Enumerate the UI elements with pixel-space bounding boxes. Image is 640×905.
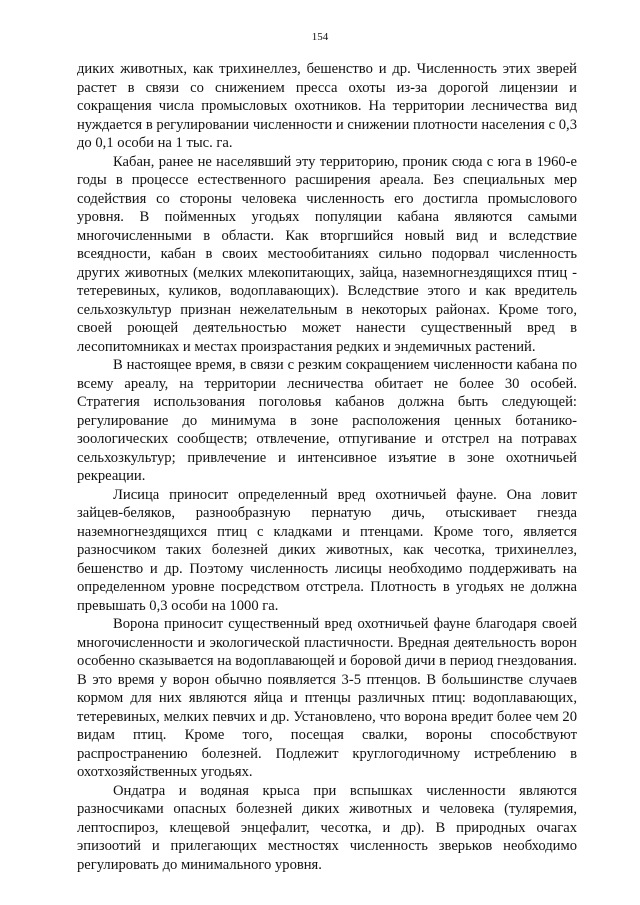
paragraph-crow: Ворона приносит существенный вред охотничьей фауне благодаря своей многочисленности и экологической пластичности. Вредная деятельность ворон особенно сказывается на водоплавающей и боровой дичи в период гнездования. В это время у ворон обычно появляется 3-5 птенцов. В большинстве случаев кормом для них являются яйца и птенцы различных птиц: водоплавающих, тетеревиных, мелких певчих и др. Установлено, что ворона вредит более чем 20 видам птиц. Кроме того, посещая свалки, вороны способствуют распространению болезней. Подлежит круглогодичному истреблению в охотхозяйственных угодьях. (77, 616, 577, 780)
paragraph-continuation: диких животных, как трихинеллез, бешенство и др. Численность этих зверей растет в связи со снижением пресса охоты из-за дорогой лицензии и сокращения числа промысловых охотников. На территории лесничества вид нуждается в регулировании численности и снижении плотности населения с 0,3 до 0,1 особи на 1 тыс. га. (77, 61, 577, 151)
paragraph-boar-history: Кабан, ранее не населявший эту территорию, проник сюда с юга в 1960-е годы в процессе естественного расширения ареала. Без специальных мер содействия со стороны человека численность его достигла промыслового уровня. В пойменных угодьях популяции кабана являются самыми многочисленными в области. Как вторгшийся новый вид и вследствие всеядности, кабан в своих местообитаниях сильно подорвал численность других животных (мелких млекопитающих, зайца, наземногнездящихся птиц - тетеревиных, куликов, водоплавающих). Вследствие этого и как вредитель сельхозкультур признан нежелательным в некоторых районах. Кроме того, своей роющей деятельностью может нанести существенный вред в лесопитомниках и местах произрастания редких и эндемичных растений. (77, 153, 577, 355)
paragraph-fox: Лисица приносит определенный вред охотничьей фауне. Она ловит зайцев-беляков, разнообразную пернатую дичь, отыскивает гнезда наземногнездящихся птиц с кладками и птенцами. Кроме того, является разносчиком таких болезней диких животных, как чесотка, трихинеллез, бешенство и др. Поэтому численность лисицы необходимо поддерживать на определенном уровне посредством отстрела. Плотность в угодьях не должна превышать 0,3 особи на 1000 га. (77, 486, 577, 614)
page-number: 154 (311, 31, 329, 43)
paragraph-muskrat: Ондатра и водяная крыса при вспышках численности являются разносчиками опасных болезней диких животных и человека (туляремия, лептоспироз, клещевой энцефалит, чесотка, и др). В природных очагах эпизоотий и прилегающих местностях численность зверьков необходимо регулировать до минимального уровня. (77, 782, 577, 873)
paragraph-boar-management: В настоящее время, в связи с резким сокращением численности кабана по всему ареалу, на территории лесничества обитает не более 30 особей. Стратегия использования поголовья кабанов должна быть следующей: регулирование до минимума в зоне расположения ценных ботанико-зоологических сообществ; отвлечение, отпугивание и отстрел на потравах сельхозкультур; привлечение и интенсивное изъятие в зоне охотничьей рекреации. (77, 357, 577, 484)
text-body (77, 60, 577, 874)
